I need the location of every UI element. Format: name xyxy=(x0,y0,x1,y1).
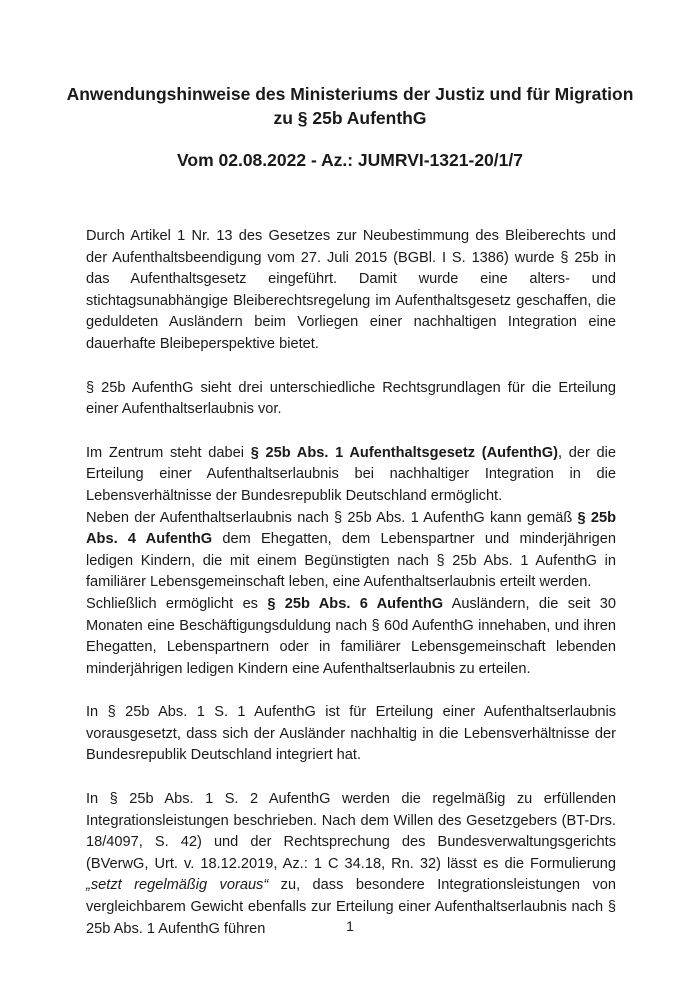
bold-reference: § 25b Abs. 6 AufenthG xyxy=(267,595,444,612)
paragraph-integration-requirement: In § 25b Abs. 1 S. 1 AufenthG ist für Erteilung einer Aufenthaltserlaubnis vorausgesetzt, dass sich der Ausländer nachhaltig in die Lebensverhältnisse der Bundesrepublik Deutschland integriert hat. xyxy=(86,704,616,764)
text-run: dem Ehegatten, dem Lebenspartner und minderjährigen ledigen Kindern, die mit einem Begünstigten nach § 25b Abs. 1 AufenthG in familiärer Lebensgemeinschaft leben, eine Aufenthaltserlaubnis erteilt werden. xyxy=(86,531,616,591)
paragraph-family-members xyxy=(86,508,616,594)
document-date-reference: Vom 02.08.2022 - Az.: JUMRVI-1321-20/1/7 xyxy=(177,150,523,170)
text-run: Schließlich ermöglicht es xyxy=(86,595,268,612)
paragraph-central-provision xyxy=(86,443,616,508)
text-run: zu, dass besondere Integrationsleistungen von vergleichbarem Gewicht ebenfalls zur Erteilung einer Aufenthaltserlaubnis nach § 25b Abs. 1 AufenthG führen xyxy=(86,877,616,937)
text-run: Ausländern, die seit 30 Monaten eine Beschäftigungsduldung nach § 60d AufenthG innehaben, und ihren Ehegatten, Lebenspartnern oder in familiärer Lebensgemeinschaft lebenden minderjährigen ledigen Kindern eine Aufenthaltserlaubnis zu erteilen. xyxy=(86,595,617,677)
text-run: Im Zentrum steht dabei xyxy=(86,444,251,461)
text-run: , der die Erteilung einer Aufenthaltserlaubnis bei nachhaltiger Integration in die Lebensverhältnisse der Bundesrepublik Deutschland ermöglicht. xyxy=(86,444,616,504)
bold-reference: § 25b Abs. 1 Aufenthaltsgesetz (AufenthG) xyxy=(250,444,558,461)
document-title xyxy=(60,82,640,130)
document-body xyxy=(86,226,616,940)
title-line-1: Anwendungshinweise des Ministeriums der Justiz und für Migration xyxy=(66,84,634,104)
paragraph-legal-bases: § 25b AufenthG sieht drei unterschiedliche Rechtsgrundlagen für die Erteilung einer Aufenthaltserlaubnis vor. xyxy=(86,379,616,418)
page-number: 1 xyxy=(346,918,354,934)
paragraph-employment-toleration xyxy=(86,594,616,680)
title-line-2: zu § 25b AufenthG xyxy=(273,108,427,128)
text-run: In § 25b Abs. 1 S. 2 AufenthG werden die regelmäßig zu erfüllenden Integrationsleistungen beschrieben. Nach dem Willen des Gesetzgebers (BT-Drs. 18/4097, S. 42) und der Rechtsprechung des Bundesverwaltungsgerichts (BVerwG, Urt. v. 18.12.2019, Az.: 1 C 34.18, Rn. 32) lässt es die Formulierung xyxy=(86,791,616,872)
paragraph-introduction: Durch Artikel 1 Nr. 13 des Gesetzes zur Neubestimmung des Bleiberechts und der Aufenthaltsbeendigung vom 27. Juli 2015 (BGBl. I S. 1386) wurde § 25b in das Aufenthaltsgesetz eingeführt. Damit wurde eine alters- und stichtagsunabhängige Bleiberechtsregelung im Aufenthaltsgesetz geschaffen, die geduldeten Ausländern beim Vorliegen einer nachhaltigen Integration eine dauerhafte Bleibeperspektive bietet. xyxy=(86,228,616,352)
bold-reference: § 25b Abs. 4 AufenthG xyxy=(86,509,616,548)
text-run: Neben der Aufenthaltserlaubnis nach § 25b Abs. 1 AufenthG kann gemäß xyxy=(86,509,578,526)
italic-quote: „setzt regelmäßig voraus“ xyxy=(86,877,269,894)
